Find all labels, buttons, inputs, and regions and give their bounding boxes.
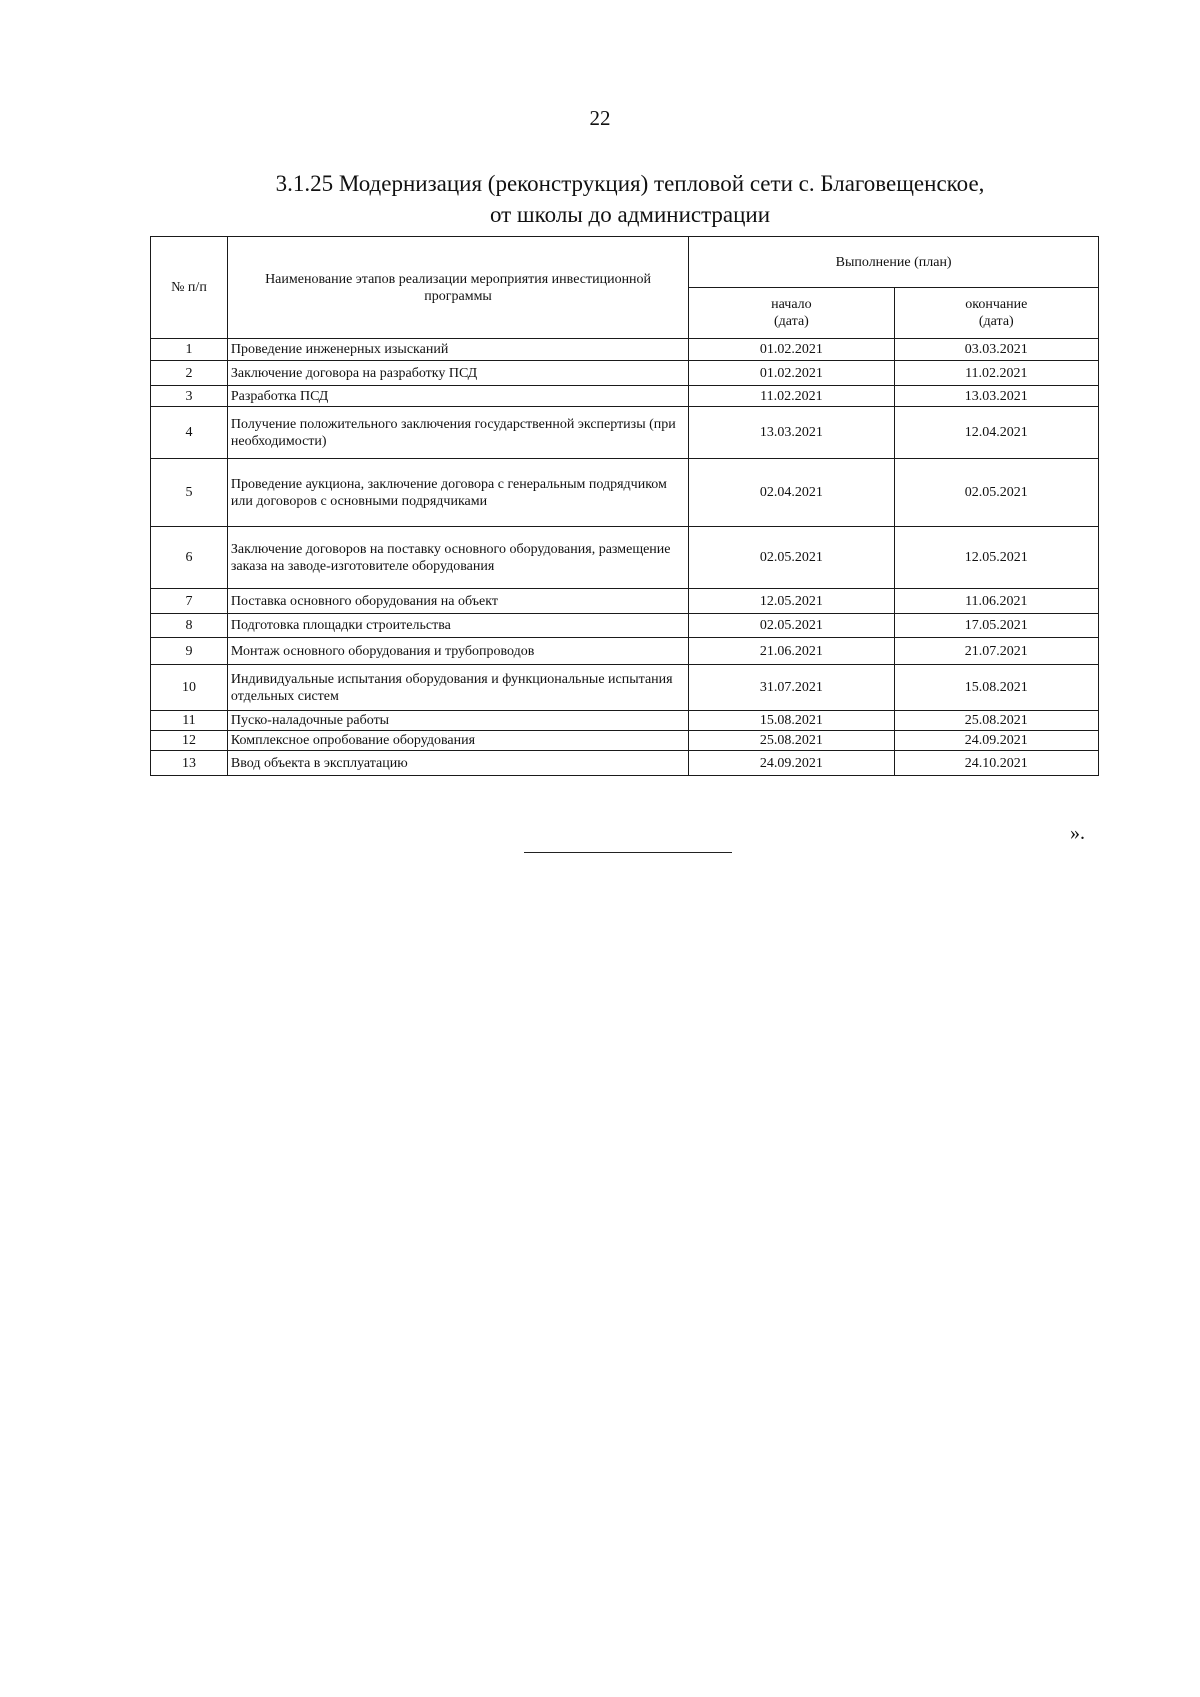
row-num: 6: [151, 527, 228, 589]
row-num: 12: [151, 731, 228, 751]
row-start-date: 25.08.2021: [689, 731, 894, 751]
row-end-date: 17.05.2021: [894, 614, 1098, 638]
row-num: 8: [151, 614, 228, 638]
table-row: [151, 665, 1099, 711]
row-stage-name: Получение положительного заключения государственной экспертизы (при необходимости): [227, 407, 688, 459]
row-start-date: 02.05.2021: [689, 614, 894, 638]
row-end-date: 15.08.2021: [894, 665, 1098, 711]
row-end-date: 03.03.2021: [894, 339, 1098, 361]
row-start-date: 12.05.2021: [689, 589, 894, 614]
row-end-date: 12.05.2021: [894, 527, 1098, 589]
row-start-date: 01.02.2021: [689, 361, 894, 386]
section-title: [150, 168, 1110, 230]
table-row: [151, 361, 1099, 386]
header-start-date: [689, 288, 894, 339]
row-start-date: 15.08.2021: [689, 711, 894, 731]
row-num: 13: [151, 751, 228, 776]
row-num: 10: [151, 665, 228, 711]
stages-table: [150, 236, 1099, 776]
table-row: [151, 386, 1099, 407]
row-stage-name: Проведение аукциона, заключение договора с генеральным подрядчиком или договоров с основными подрядчиками: [227, 459, 688, 527]
row-stage-name: Заключение договора на разработку ПСД: [227, 361, 688, 386]
row-end-date: 21.07.2021: [894, 638, 1098, 665]
row-start-date: 01.02.2021: [689, 339, 894, 361]
row-num: 7: [151, 589, 228, 614]
row-end-date: 11.06.2021: [894, 589, 1098, 614]
table-row: [151, 751, 1099, 776]
row-stage-name: Комплексное опробование оборудования: [227, 731, 688, 751]
row-stage-name: Разработка ПСД: [227, 386, 688, 407]
row-end-date: 24.09.2021: [894, 731, 1098, 751]
row-num: 9: [151, 638, 228, 665]
row-stage-name: Монтаж основного оборудования и трубопроводов: [227, 638, 688, 665]
row-start-date: 31.07.2021: [689, 665, 894, 711]
row-stage-name: Ввод объекта в эксплуатацию: [227, 751, 688, 776]
header-stage-name: Наименование этапов реализации мероприятия инвестиционной программы: [227, 237, 688, 339]
row-end-date: 11.02.2021: [894, 361, 1098, 386]
row-num: 1: [151, 339, 228, 361]
row-num: 5: [151, 459, 228, 527]
header-num: № п/п: [151, 237, 228, 339]
header-start-line-1: начало: [771, 297, 812, 312]
table-row: [151, 459, 1099, 527]
header-end-line-2: (дата): [978, 314, 1014, 329]
section-title-line-2: от школы до администрации: [489, 202, 771, 227]
table-row: [151, 407, 1099, 459]
row-start-date: 24.09.2021: [689, 751, 894, 776]
table-row: [151, 711, 1099, 731]
row-stage-name: Пуско-наладочные работы: [227, 711, 688, 731]
row-stage-name: Заключение договоров на поставку основного оборудования, размещение заказа на заводе-изготовителе оборудования: [227, 527, 688, 589]
row-stage-name: Проведение инженерных изысканий: [227, 339, 688, 361]
header-plan: Выполнение (план): [689, 237, 1099, 288]
page-number: 22: [589, 106, 611, 130]
row-num: 3: [151, 386, 228, 407]
row-num: 2: [151, 361, 228, 386]
table-row: [151, 614, 1099, 638]
row-start-date: 21.06.2021: [689, 638, 894, 665]
table-row: [151, 527, 1099, 589]
header-end-line-1: окончание: [965, 297, 1028, 312]
row-end-date: 12.04.2021: [894, 407, 1098, 459]
row-start-date: 11.02.2021: [689, 386, 894, 407]
row-stage-name: Индивидуальные испытания оборудования и функциональные испытания отдельных систем: [227, 665, 688, 711]
row-num: 11: [151, 711, 228, 731]
row-start-date: 02.05.2021: [689, 527, 894, 589]
row-num: 4: [151, 407, 228, 459]
row-start-date: 13.03.2021: [689, 407, 894, 459]
table-row: [151, 339, 1099, 361]
closing-quote-mark: ».: [1070, 822, 1085, 844]
row-end-date: 13.03.2021: [894, 386, 1098, 407]
end-of-document-rule: [524, 852, 732, 853]
table-row: [151, 589, 1099, 614]
header-end-date: [894, 288, 1098, 339]
row-stage-name: Поставка основного оборудования на объект: [227, 589, 688, 614]
row-stage-name: Подготовка площадки строительства: [227, 614, 688, 638]
row-end-date: 25.08.2021: [894, 711, 1098, 731]
table-row: [151, 638, 1099, 665]
header-start-line-2: (дата): [774, 314, 809, 329]
row-start-date: 02.04.2021: [689, 459, 894, 527]
row-end-date: 02.05.2021: [894, 459, 1098, 527]
row-end-date: 24.10.2021: [894, 751, 1098, 776]
section-title-line-1: 3.1.25 Модернизация (реконструкция) тепловой сети с. Благовещенское,: [275, 171, 985, 196]
table-row: [151, 731, 1099, 751]
